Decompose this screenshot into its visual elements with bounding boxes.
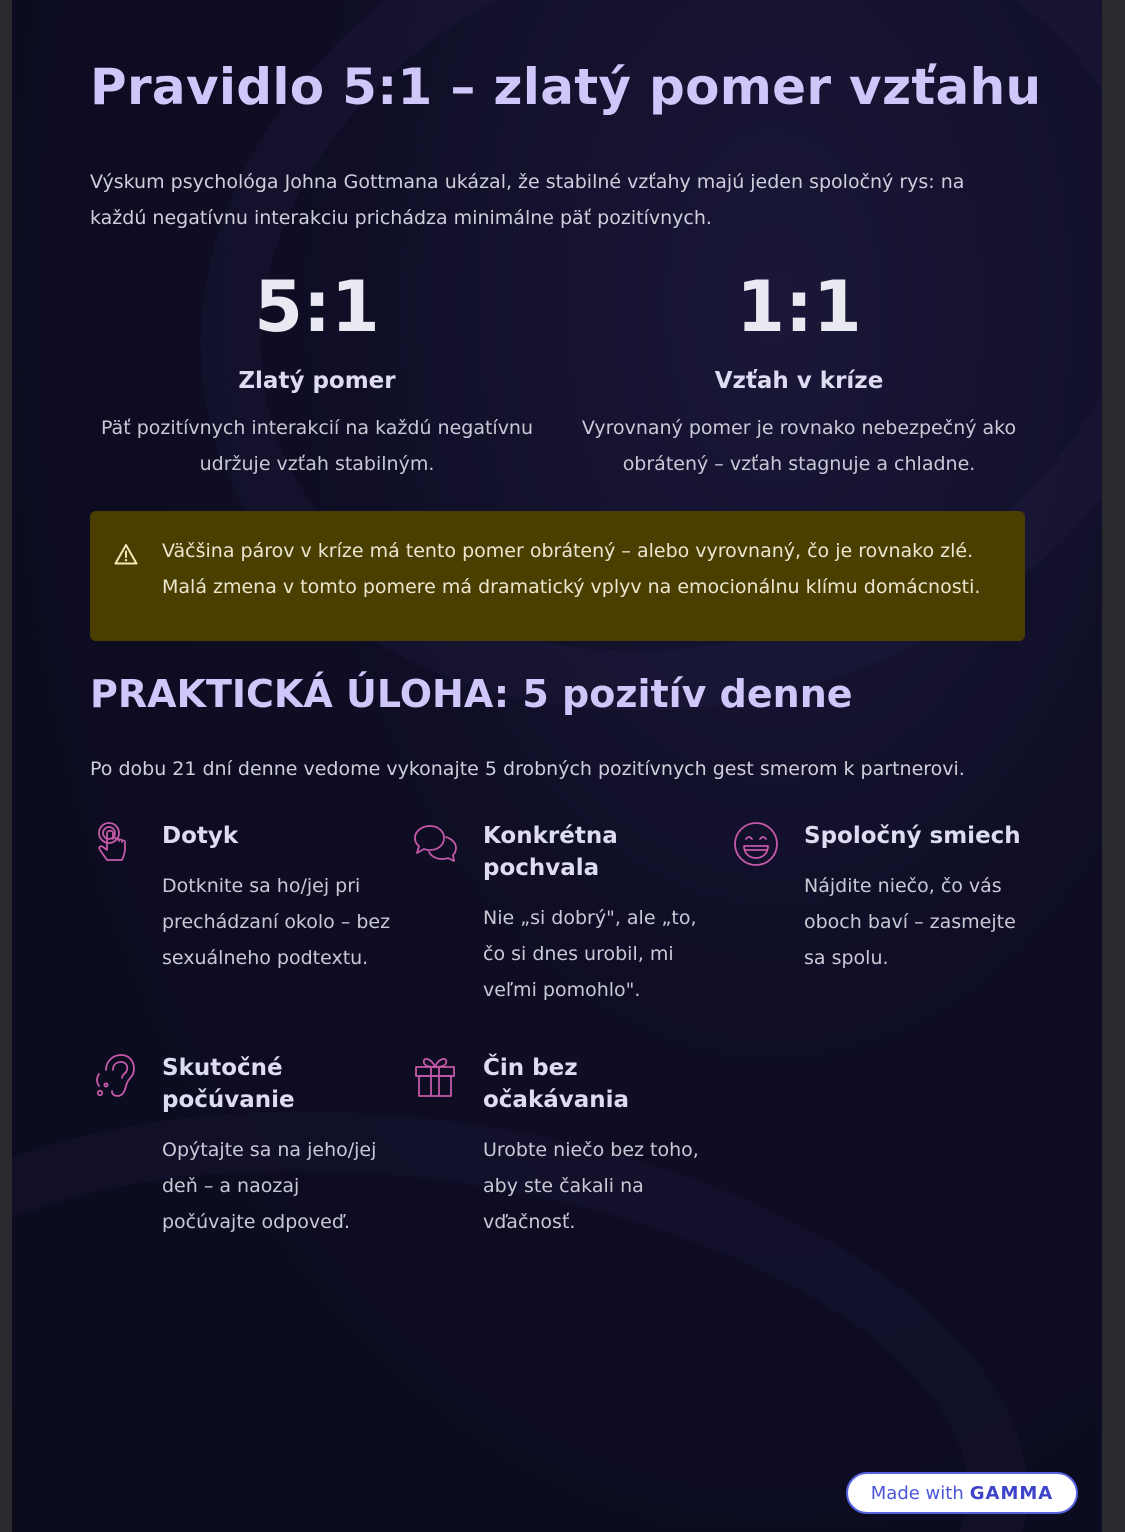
laughing-face-icon xyxy=(732,820,780,868)
made-with-gamma-badge[interactable] xyxy=(846,1472,1078,1514)
stat-description: Päť pozitívnych interakcií na každú negatívnu udržuje vzťah stabilným. xyxy=(100,417,534,475)
task-title: Spoločný smiech xyxy=(804,823,1021,849)
stat-golden-ratio xyxy=(82,262,552,482)
task-description: Nie „si dobrý", ale „to, čo si dnes urobil, mi veľmi pomohlo". xyxy=(483,907,697,1001)
section-title: PRAKTICKÁ ÚLOHA: 5 pozitív denne xyxy=(90,672,853,716)
stat-value: 1:1 xyxy=(736,266,862,348)
section-subtitle: Po dobu 21 dní denne vedome vykonajte 5 drobných pozitívnych gest smerom k partnerovi. xyxy=(90,758,965,780)
page-title: Pravidlo 5:1 – zlatý pomer vzťahu xyxy=(90,58,1042,116)
task-title: Dotyk xyxy=(162,823,239,849)
stat-description: Vyrovnaný pomer je rovnako nebezpečný ako obrátený – vzťah stagnuje a chladne. xyxy=(581,417,1017,475)
task-description: Urobte niečo bez toho, aby ste čakali na vďačnosť. xyxy=(483,1139,699,1233)
task-description: Nájdite niečo, čo vás oboch baví – zasmejte sa spolu. xyxy=(804,875,1016,969)
gift-icon xyxy=(411,1052,459,1100)
slide xyxy=(12,0,1102,1532)
touch-hand-icon xyxy=(90,820,138,868)
task-title: Skutočné počúvanie xyxy=(162,1055,295,1113)
warning-callout xyxy=(90,511,1025,641)
stat-label: Zlatý pomer xyxy=(238,368,396,394)
speech-bubbles-icon xyxy=(411,820,459,868)
task-description: Opýtajte sa na jeho/jej deň – a naozaj počúvajte odpoveď. xyxy=(162,1139,377,1233)
stat-crisis-ratio xyxy=(564,262,1034,482)
ear-icon xyxy=(90,1052,138,1100)
badge-prefix: Made with xyxy=(870,1482,964,1504)
stat-value: 5:1 xyxy=(254,266,380,348)
task-description: Dotknite sa ho/jej pri prechádzaní okolo – bez sexuálneho podtextu. xyxy=(162,875,391,969)
intro-text: Výskum psychológa Johna Gottmana ukázal, že stabilné vzťahy majú jeden spoločný rys: na každú negatívnu interakciu prichádza minimálne päť pozitívnych. xyxy=(90,171,965,229)
warning-icon xyxy=(114,543,138,565)
stat-label: Vzťah v kríze xyxy=(714,368,884,394)
gamma-logo: GAMMA xyxy=(969,1482,1054,1504)
task-title: Konkrétna pochvala xyxy=(483,823,618,881)
callout-text: Väčšina párov v kríze má tento pomer obrátený – alebo vyrovnaný, čo je rovnako zlé. Malá zmena v tomto pomere má dramatický vplyv na emocionálnu klímu domácnosti. xyxy=(162,540,981,598)
task-title: Čin bez očakávania xyxy=(483,1055,630,1113)
